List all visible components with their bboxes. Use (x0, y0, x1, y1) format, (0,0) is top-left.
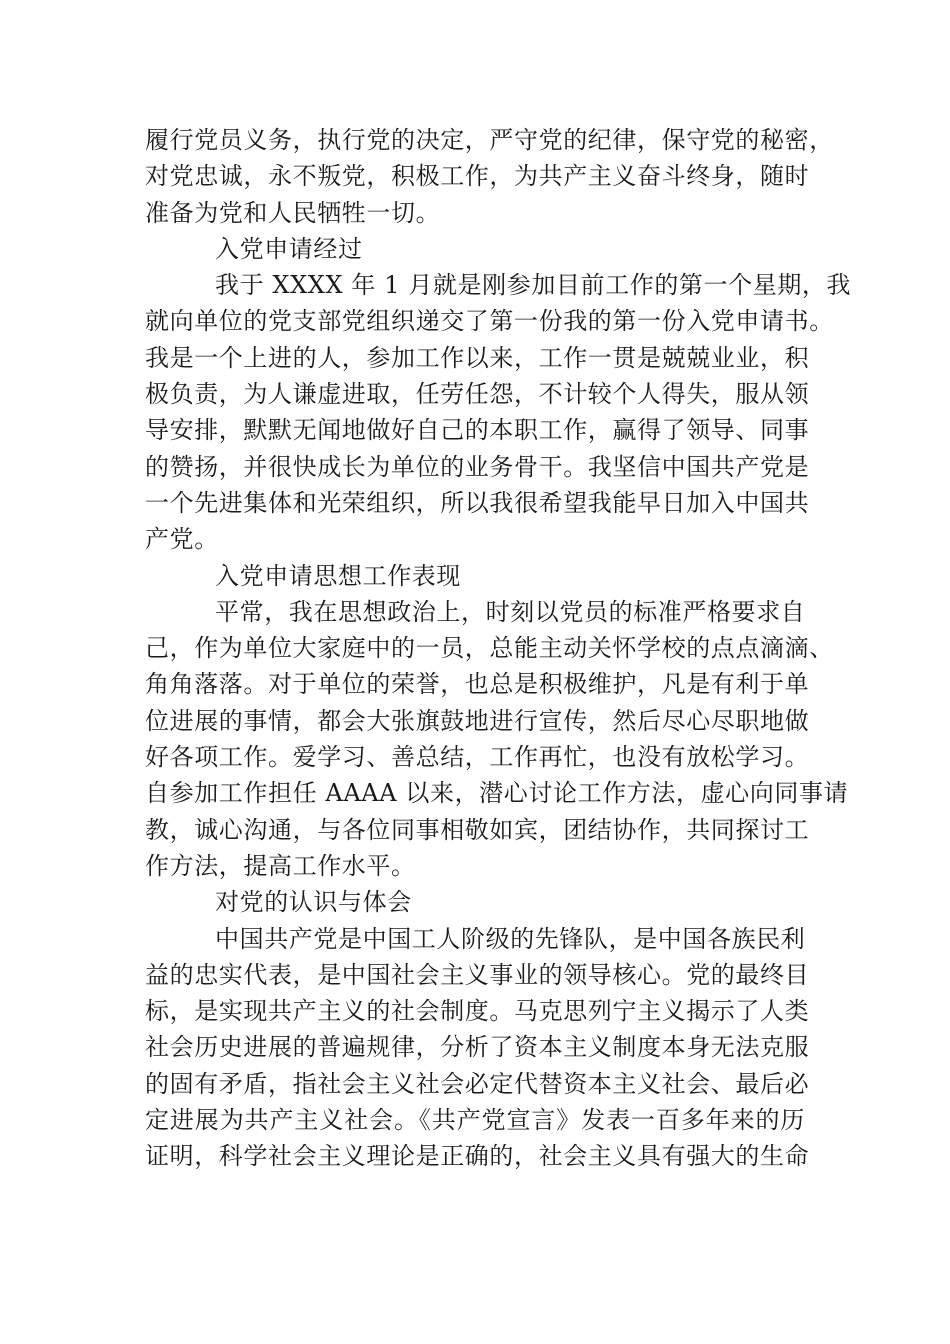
text-line: 的固有矛盾，指社会主义社会必定代替资本主义社会、最后必 (145, 1069, 810, 1098)
document-body (145, 122, 852, 1175)
text-line: 极负责，为人谦虚进取，任劳任怨，不计较个人得失，服从领 (145, 380, 810, 409)
text-line: 证明，科学社会主义理论是正确的，社会主义具有强大的生命 (145, 1142, 810, 1171)
section-heading: 入党申请经过 (215, 234, 363, 263)
text-line: 自参加工作担任 AAAA 以来，潜心讨论工作方法，虚心向同事请 (145, 779, 849, 808)
section-heading: 入党申请思想工作表现 (215, 561, 461, 590)
text-line: 对党忠诚，永不叛党，积极工作，为共产主义奋斗终身，随时 (145, 162, 810, 191)
section-heading: 对党的认识与体会 (215, 888, 412, 917)
text-line: 我是一个上进的人，参加工作以来，工作一贯是兢兢业业，积 (145, 343, 810, 372)
text-line: 一个先进集体和光荣组织，所以我很希望我能早日加入中国共 (145, 488, 810, 517)
text-line: 角角落落。对于单位的荣誉，也总是积极维护，凡是有利于单 (145, 670, 810, 699)
text-line: 标，是实现共产主义的社会制度。马克思列宁主义揭示了人类 (145, 997, 810, 1026)
text-line: 平常，我在思想政治上，时刻以党员的标准严格要求自 (215, 597, 806, 626)
text-line: 益的忠实代表，是中国社会主义事业的领导核心。党的最终目 (145, 960, 810, 989)
text-line: 作方法，提高工作水平。 (145, 851, 416, 880)
text-line: 就向单位的党支部党组织递交了第一份我的第一份入党申请书。 (145, 307, 834, 336)
text-line: 准备为党和人民牺牲一切。 (145, 198, 441, 227)
text-line: 己，作为单位大家庭中的一员，总能主动关怀学校的点点滴滴、 (145, 634, 834, 663)
text-line: 位进展的事情，都会大张旗鼓地进行宣传，然后尽心尽职地做 (145, 706, 810, 735)
text-line: 教，诚心沟通，与各位同事相敬如宾，团结协作，共同探讨工 (145, 815, 810, 844)
text-line: 好各项工作。爱学习、善总结，工作再忙，也没有放松学习。 (145, 743, 810, 772)
text-line: 定进展为共产主义社会。《共产党宣言》发表一百多年来的历 (145, 1106, 805, 1135)
text-line: 产党。 (145, 525, 219, 554)
text-line: 导安排，默默无闻地做好自己的本职工作，赢得了领导、同事 (145, 416, 810, 445)
text-line: 的赞扬，并很快成长为单位的业务骨干。我坚信中国共产党是 (145, 452, 810, 481)
text-line: 履行党员义务，执行党的决定，严守党的纪律，保守党的秘密， (145, 126, 834, 154)
text-line: 社会历史进展的普遍规律，分析了资本主义制度本身无法克服 (145, 1033, 810, 1062)
text-line: 我于 XXXX 年 1 月就是刚参加目前工作的第一个星期，我 (215, 271, 852, 300)
text-line: 中国共产党是中国工人阶级的先锋队，是中国各族民利 (215, 924, 806, 953)
